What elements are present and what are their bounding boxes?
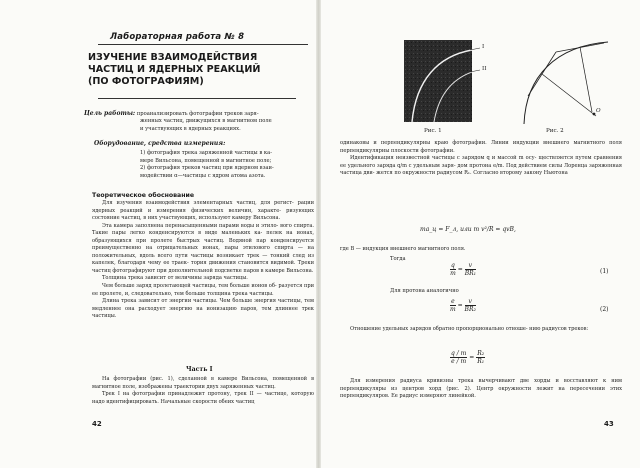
equation-3: $\frac{e}{m}$ = $\frac{v}{\text{BR₂}}$ (450, 298, 476, 313)
eq3-lhs-den: m (450, 306, 456, 313)
figure-2-diagram (516, 36, 616, 128)
theory-heading: Теоретическое обоснование (92, 192, 195, 199)
theory-paragraph: Эта камера заполнена перенасыщенными парами воды и этило- вого спирта. Такие пары легко конденсируются в виде маленьких ка- пелек на ионах, образующихся при пролете быстрых частиц. Водяной пар конденсируется преимущественно на отрицательных ионах, пары этилового спирта — на положительных, вдоль всего пути частицы возникает трек — тонкий след из капелек, благодаря чему ее траек- тория движения становится видимой. Треки частиц фотографируют при дополнительной подсветке паров в камере Вильсона. (92, 222, 314, 274)
part-paragraph: Трек I на фотографии принадлежит протону, трек II — частице, которую надо идентифицировать. Начальные скорости обеих частиц (92, 391, 314, 405)
eq2-lhs-num: q (451, 262, 455, 269)
eq4-rhs-den: R₁ (477, 358, 485, 365)
page-number-left: 42 (92, 420, 102, 428)
equip-line: модействии α—частицы с ядром атома азота. (140, 172, 266, 179)
theory-text (92, 200, 314, 321)
aim-cont (140, 118, 316, 133)
eq2-lhs-den: m (450, 270, 456, 277)
part-paragraph: На фотографии (рис. 1), сделанной в камере Вильсона, помещенной в магнитное поле, изображены траектории двух заряженных частиц. (92, 376, 314, 390)
right-paragraph: Для измерения радиуса кривизны трека вычерчивают две хорды и восставляют к ним перпендикуляры из центров хорд (рис. 2). Центр окружности лежит на пересечении этих перпендикуляров. Ее радиус измеряют линейкой. (340, 378, 622, 400)
equip-label: Оборудование, средства измерения: (94, 140, 226, 147)
track-label-leaders (470, 40, 500, 90)
lab-header: Лабораторная работа № 8 (98, 32, 308, 45)
right-paragraph: Отношение удельных зарядов обратно пропорционально отноше- нию радиусов треков: (350, 326, 589, 332)
then-label: Тогда (390, 256, 406, 262)
center-point-label: O (596, 108, 601, 114)
right-para-4 (340, 326, 622, 334)
figure-2-caption: Рис. 2 (546, 128, 564, 134)
perpendicular-2 (580, 47, 592, 112)
track-label-2: II (482, 66, 487, 72)
eq4-lhs-num: q / m (451, 350, 467, 357)
figure-1-photo (404, 40, 472, 122)
part-text (92, 376, 314, 406)
eq4-rhs-num: R₂ (477, 350, 485, 357)
title-rule (98, 98, 296, 99)
equation-4: $\frac{q / m}{e / m}$ = $\frac{\text{R₂}}{\text{R₁}}$ (451, 350, 485, 365)
right-paragraph: Идентификация неизвестной частицы с зарядом q и массой m осу- ществляется путем сравнения ее удельного заряда q/m с удельным заря- дом протона e/m. Под действием силы Лоренца заряженная частица дви- жется по окружности радиусом R₁. Согласно второму закону Ньютона (340, 155, 622, 177)
eq2-rhs-den: BR₁ (464, 270, 477, 277)
theory-paragraph: Для изучения взаимодействия элементарных частиц, для регист- рации ядерных реакций и измерения физических величин, характе- ризующих состояние частиц, в них участвующих, используют камеру Вильсона. (92, 200, 314, 222)
equip-line: 1) фотография трека заряженной частицы в ка- (140, 150, 272, 156)
equation-3-number: (2) (600, 306, 609, 313)
right-paragraph: одинаковы и перпендикулярны краю фотографии. Линии индукции внешнего магнитного поля перпендикулярны плоскости фотографии. (340, 140, 622, 154)
right-para-1 (340, 140, 622, 178)
left-page (0, 0, 318, 468)
right-para-3 (340, 246, 622, 254)
right-paragraph: где B — индукция внешнего магнитного поля. (340, 246, 466, 252)
equip-line: 2) фотография треков частиц при ядерном взаи- (140, 165, 274, 172)
track-photo-image (404, 40, 472, 122)
title-line: (ПО ФОТОГРАФИЯМ) (88, 76, 204, 87)
perpendicular-1 (542, 74, 596, 116)
aim-line: и участвующих в ядерных реакциях. (140, 125, 241, 132)
equip-label-row (94, 140, 225, 149)
aim-line: женных частиц, движущихся в магнитном поле (140, 118, 272, 124)
figure-1-caption: Рис. 1 (424, 128, 442, 134)
equation-2: $\frac{q}{m}$ = $\frac{v}{\text{BR₁}}$ (450, 262, 477, 277)
equip-list (140, 150, 316, 180)
part-heading: Часть I (186, 366, 213, 373)
equip-line: мере Вильсона, помещенной в магнитное поле; (140, 157, 272, 164)
eq3-rhs-num: v (465, 298, 476, 306)
title-line: ЧАСТИЦ И ЯДЕРНЫХ РЕАКЦИЙ (88, 64, 261, 75)
theory-paragraph: Длина трека зависит от энергии частицы. Чем больше энергия частицы, тем медленнее она расходует энергию на ионизацию паров, тем длиннее трек частицы. (92, 298, 314, 320)
eq2-rhs-num: v (465, 262, 476, 270)
track-label-1: I (482, 44, 485, 50)
title-line: ИЗУЧЕНИЕ ВЗАИМОДЕЙСТВИЯ (88, 52, 258, 63)
theory-paragraph: Чем больше заряд пролетающей частицы, тем больше ионов об- разуется при ее пролете, и, следовательно, тем больше толщина трека частицы. (92, 283, 314, 297)
eq4-lhs-den: e / m (451, 358, 467, 365)
page-number-right: 43 (604, 420, 614, 428)
page-title (88, 52, 298, 88)
right-para-5 (340, 378, 622, 401)
center-point (593, 113, 596, 116)
aim-line: проанализировать фотографии треков заря- (136, 111, 259, 117)
equation-1: ma_ц = F_л, или m v²/R = qvB, (420, 226, 516, 233)
theory-paragraph: Толщина трека зависит от величины заряда частицы. (102, 275, 248, 282)
aim-label: Цель работы: (84, 110, 136, 117)
eq3-rhs-den: BR₂ (464, 306, 476, 313)
proton-label: Для протона аналогично (390, 288, 459, 294)
eq3-lhs-num: e (451, 298, 455, 305)
equation-2-number: (1) (600, 268, 609, 275)
